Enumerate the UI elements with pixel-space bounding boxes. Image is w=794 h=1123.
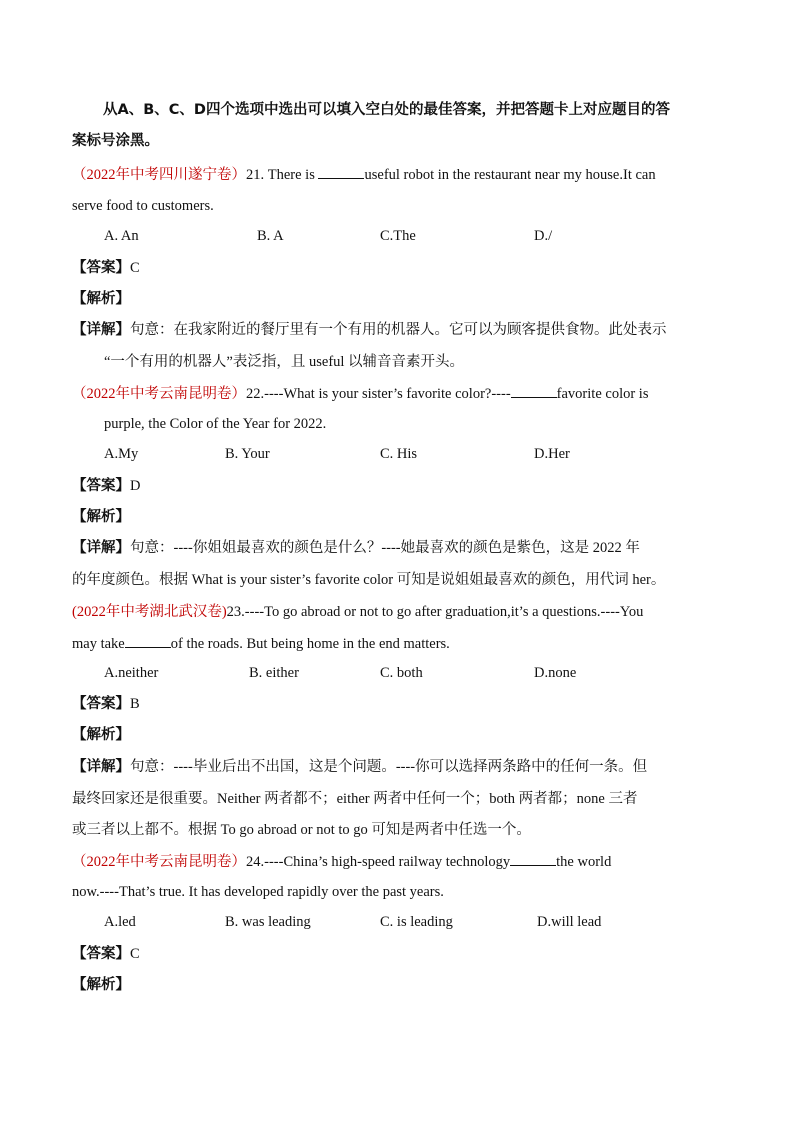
- question-22-stem-cont: purple, the Color of the Year for 2022.: [104, 416, 327, 432]
- answer-blank: [125, 633, 171, 648]
- question-24-option-b: B. was leading: [225, 914, 311, 930]
- question-21-detail-cont: “一个有用的机器人”表泛指，且 useful 以辅音音素开头。: [104, 354, 465, 370]
- question-21-analysis-tag: 【解析】: [72, 291, 130, 307]
- answer-blank: [511, 383, 557, 398]
- question-23-option-b: B. either: [249, 665, 299, 681]
- question-23-option-c: C. both: [380, 665, 423, 681]
- question-24-option-c: C. is leading: [380, 914, 453, 930]
- question-21-answer: 【答案】C: [72, 260, 140, 276]
- question-22-answer: 【答案】D: [72, 478, 141, 494]
- question-24-analysis-tag: 【解析】: [72, 977, 130, 993]
- question-22-stem: （2022年中考云南昆明卷）22.----What is your sister’s favorite color?---- favorite color is: [72, 383, 648, 404]
- question-22-option-c: C. His: [380, 446, 418, 462]
- question-21-detail: 【详解】句意：在我家附近的餐厅里有一个有用的机器人。它可以为顾客提供食物。此处表示: [72, 322, 667, 338]
- question-23-detail-cont-1: 最终回家还是很重要。Neither 两者都不；either 两者中任何一个；both 两者都；none 三者: [72, 791, 638, 807]
- question-24-stem-cont: now.----That’s true. It has developed rapidly over the past years.: [72, 884, 444, 900]
- question-23-option-a: A.neither: [104, 665, 159, 681]
- question-23-answer: 【答案】B: [72, 696, 140, 712]
- question-21-stem-cont: serve food to customers.: [72, 198, 214, 214]
- question-21-option-d: D./: [534, 228, 553, 244]
- question-22-source: （2022年中考云南昆明卷）: [72, 386, 246, 402]
- question-21-option-b: B. A: [257, 228, 284, 244]
- question-24-option-d: D.will lead: [537, 914, 602, 930]
- question-23-stem: (2022年中考湖北武汉卷)23.----To go abroad or not to go after graduation,it’s a questions.----You: [72, 604, 644, 620]
- question-22-option-a: A.My: [104, 446, 139, 462]
- question-23-source: (2022年中考湖北武汉卷): [72, 604, 227, 620]
- question-21-option-c: C.The: [380, 228, 416, 244]
- question-23-option-d: D.none: [534, 665, 577, 681]
- question-24-source: （2022年中考云南昆明卷）: [72, 854, 246, 870]
- question-24-option-a: A.led: [104, 914, 136, 930]
- question-22-option-d: D.Her: [534, 446, 570, 462]
- question-23-detail-cont-2: 或三者以上都不。根据 To go abroad or not to go 可知是两者中任选一个。: [72, 822, 531, 838]
- question-21-option-a: A. An: [104, 228, 139, 244]
- question-23-detail: 【详解】句意：----毕业后出不出国，这是个问题。----你可以选择两条路中的任何一条。但: [72, 759, 648, 775]
- question-23-analysis-tag: 【解析】: [72, 727, 130, 743]
- question-22-detail-cont: 的年度颜色。根据 What is your sister’s favorite color 可知是说姐姐最喜欢的颜色，用代词 her。: [72, 572, 666, 588]
- question-23-stem-cont: may take of the roads. But being home in the end matters.: [72, 633, 450, 654]
- question-22-detail: 【详解】句意：----你姐姐最喜欢的颜色是什么？----她最喜欢的颜色是紫色，这是 2022 年: [72, 540, 640, 556]
- question-21-source: （2022年中考四川遂宁卷）: [72, 167, 246, 183]
- instruction-line-1: 从A、B、C、D四个选项中选出可以填入空白处的最佳答案，并把答题卡上对应题目的答: [103, 102, 670, 118]
- question-22-option-b: B. Your: [225, 446, 270, 462]
- question-24-answer: 【答案】C: [72, 946, 140, 962]
- answer-blank: [510, 851, 556, 866]
- instruction-line-2: 案标号涂黑。: [72, 133, 159, 149]
- question-22-analysis-tag: 【解析】: [72, 509, 130, 525]
- question-24-stem: （2022年中考云南昆明卷）24.----China’s high-speed railway technology the world: [72, 851, 611, 872]
- answer-blank: [318, 164, 364, 179]
- question-21-stem: （2022年中考四川遂宁卷）21. There is useful robot in the restaurant near my house.It can: [72, 164, 656, 185]
